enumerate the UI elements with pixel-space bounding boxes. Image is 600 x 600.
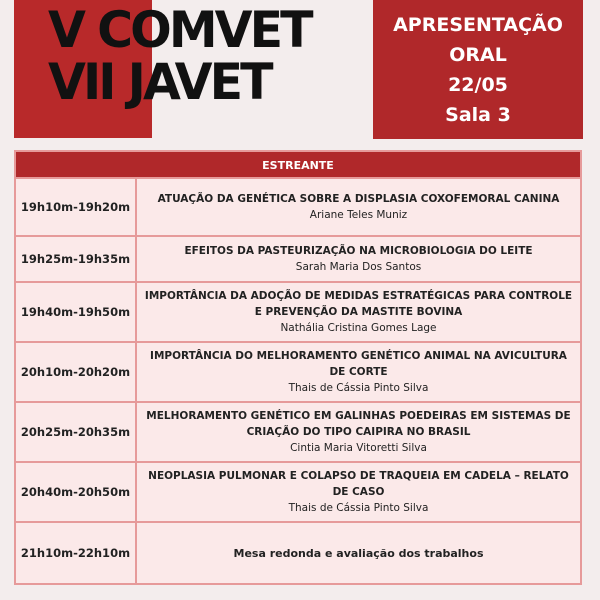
presentation-cell <box>137 343 580 401</box>
presentation-cell <box>137 403 580 461</box>
presentation-title: IMPORTÂNCIA DA ADOÇÃO DE MEDIDAS ESTRATÉGICAS PARA CONTROLE E PREVENÇÃO DA MASTITE BOVINA <box>144 289 573 318</box>
table-row <box>16 237 580 283</box>
table-row <box>16 283 580 343</box>
logo-line-1: V COMVET <box>48 1 311 59</box>
event-logo <box>14 0 359 138</box>
presentation-author: Sarah Maria Dos Santos <box>295 260 422 273</box>
time-slot: 20h10m-20h20m <box>16 343 137 401</box>
presentation-author: Cintia Maria Vitoretti Silva <box>290 441 427 454</box>
final-activity: Mesa redonda e avaliação dos trabalhos <box>233 546 484 560</box>
presentation-cell <box>137 237 580 281</box>
presentation-cell <box>137 463 580 521</box>
table-row <box>16 463 580 523</box>
time-slot: 19h40m-19h50m <box>16 283 137 341</box>
logo-text <box>48 1 311 111</box>
table-row <box>16 179 580 237</box>
presentation-title: NEOPLASIA PULMONAR E COLAPSO DE TRAQUEIA EM CADELA – RELATO DE CASO <box>148 469 569 498</box>
event-date: 22/05 <box>448 73 508 96</box>
schedule-header: ESTREANTE <box>16 152 580 179</box>
logo-line-2: VII JAVET <box>48 53 271 111</box>
presentation-author: Ariane Teles Muniz <box>309 208 408 221</box>
time-slot: 20h25m-20h35m <box>16 403 137 461</box>
time-slot: 19h10m-19h20m <box>16 179 137 235</box>
presentation-title: EFEITOS DA PASTEURIZAÇÃO NA MICROBIOLOGIA DO LEITE <box>184 244 533 257</box>
presentation-cell <box>137 283 580 341</box>
table-row-final <box>16 523 580 583</box>
presentation-cell <box>137 179 580 235</box>
schedule-table <box>14 150 582 585</box>
time-slot: 19h25m-19h35m <box>16 237 137 281</box>
event-info-box <box>373 0 583 139</box>
event-room: Sala 3 <box>445 103 511 126</box>
final-activity-cell <box>137 523 580 583</box>
presentation-author: Thais de Cássia Pinto Silva <box>288 381 429 394</box>
presentation-author: Nathália Cristina Gomes Lage <box>280 321 437 334</box>
time-slot: 21h10m-22h10m <box>16 523 137 583</box>
time-slot: 20h40m-20h50m <box>16 463 137 521</box>
presentation-author: Thais de Cássia Pinto Silva <box>288 501 429 514</box>
table-row <box>16 343 580 403</box>
presentation-title: IMPORTÂNCIA DO MELHORAMENTO GENÉTICO ANIMAL NA AVICULTURA DE CORTE <box>150 349 567 378</box>
presentation-title: MELHORAMENTO GENÉTICO EM GALINHAS POEDEIRAS EM SISTEMAS DE CRIAÇÃO DO TIPO CAIPIRA NO BRASIL <box>146 409 571 438</box>
table-row <box>16 403 580 463</box>
presentation-type-line2: ORAL <box>449 43 507 66</box>
presentation-title: ATUAÇÃO DA GENÉTICA SOBRE A DISPLASIA COXOFEMORAL CANINA <box>157 192 560 205</box>
presentation-type-line1: APRESENTAÇÃO <box>393 13 563 36</box>
